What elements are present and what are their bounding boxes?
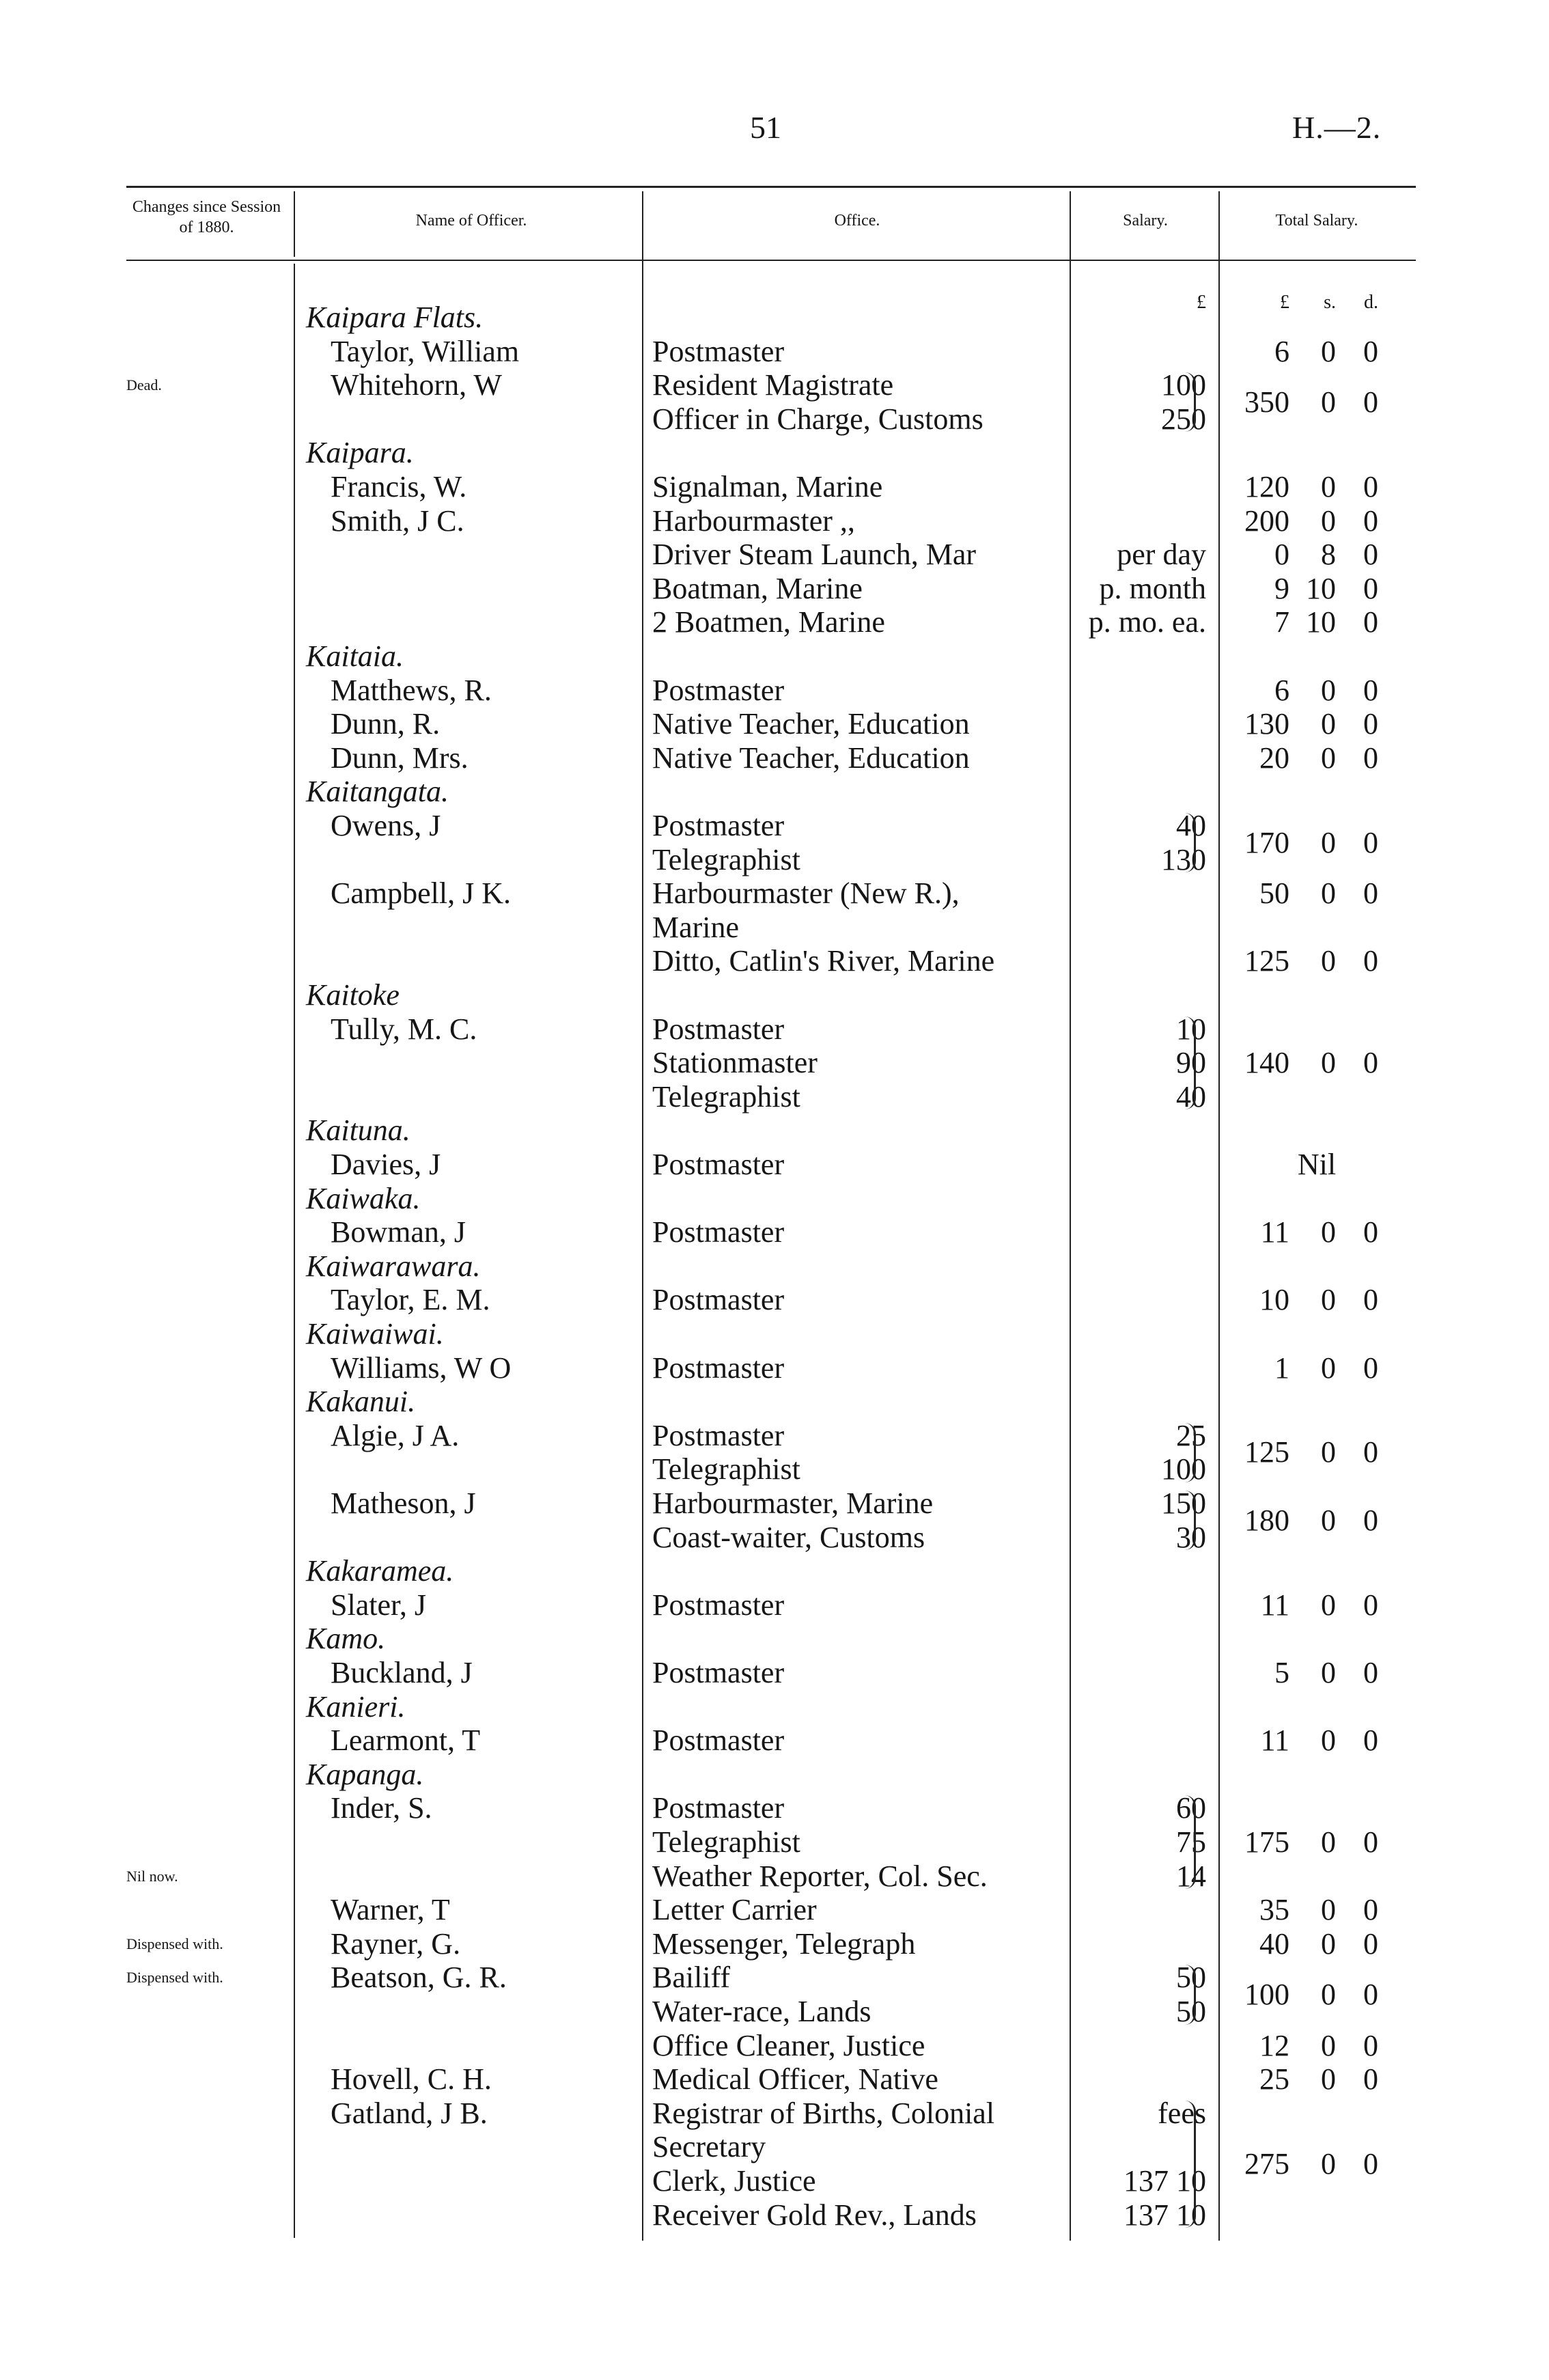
total-pounds: 180 (1244, 1503, 1289, 1537)
total-pence: 0 (1363, 1046, 1378, 1079)
change-note: Dispensed with. (126, 1935, 223, 1952)
total-pounds: 6 (1274, 334, 1289, 368)
group-total (0, 1046, 1549, 1080)
total-pence: 0 (1363, 673, 1378, 707)
office-title: Postmaster (652, 673, 785, 707)
office-title: Messenger, Telegraph (652, 1926, 916, 1961)
total-pence: 0 (1363, 2028, 1378, 2062)
total-pence: 0 (1363, 1588, 1378, 1622)
office-title: Postmaster (652, 1215, 785, 1249)
total-shillings: 0 (1321, 1503, 1336, 1537)
total-pounds: 50 (1259, 876, 1289, 911)
total-pence: 0 (1363, 1435, 1378, 1469)
office-title: Clerk, Justice (652, 2164, 816, 2198)
table-row (0, 538, 1549, 572)
office-title: Postmaster (652, 1351, 785, 1385)
salary-amount: p. mo. ea. (1088, 605, 1206, 639)
salary-amount: 40 (1176, 1079, 1206, 1113)
table-row (0, 605, 1549, 639)
office-title: Postmaster (652, 1283, 785, 1317)
total-shillings: 0 (1321, 1283, 1336, 1317)
header-salary: Salary. (1123, 212, 1168, 230)
total-pounds: 350 (1244, 385, 1289, 419)
salary-amount: 60 (1176, 1791, 1206, 1825)
table-row (0, 1113, 1549, 1148)
total-shillings: 10 (1306, 571, 1336, 605)
table-row (0, 674, 1549, 708)
salary-amount: 75 (1176, 1825, 1206, 1859)
total-pence: 0 (1363, 2062, 1378, 2097)
table-row (0, 2198, 1549, 2232)
place-heading: Kaipara. (306, 436, 414, 470)
table-row (0, 876, 1549, 911)
officer-name: Taylor, William (331, 334, 520, 368)
total-shillings: 0 (1321, 1215, 1336, 1249)
office-title: Native Teacher, Education (652, 707, 970, 741)
office-title: Coast-waiter, Customs (652, 1520, 925, 1554)
table-row (0, 978, 1549, 1012)
total-pounds: 170 (1244, 825, 1289, 859)
total-pence: 0 (1363, 1215, 1378, 1249)
officer-name: Owens, J (331, 809, 441, 842)
office-title: Postmaster (652, 1588, 785, 1622)
place-heading: Kakaramea. (306, 1554, 454, 1588)
total-shillings: 0 (1321, 707, 1336, 741)
total-shillings: 0 (1321, 2147, 1336, 2181)
table-row (0, 1588, 1549, 1622)
table-row (0, 1859, 1549, 1894)
table-row (0, 1724, 1549, 1758)
total-shillings: 0 (1321, 825, 1336, 859)
salary-amount: per day (1117, 538, 1206, 572)
total-pence: 0 (1363, 944, 1378, 978)
total-pounds: 100 (1244, 1978, 1289, 2011)
officer-name: Inder, S. (331, 1791, 432, 1825)
total-pounds: 12 (1259, 2028, 1289, 2062)
office-title: Postmaster (652, 1148, 785, 1181)
salary-amount: 30 (1176, 1520, 1206, 1554)
table-row (0, 436, 1549, 470)
office-title: Harbourmaster, Marine (652, 1486, 934, 1520)
total-pounds: 10 (1259, 1283, 1289, 1317)
place-heading: Kaipara Flats. (306, 301, 484, 334)
table-row (0, 1351, 1549, 1385)
total-shillings: 0 (1321, 741, 1336, 775)
officer-name: Whitehorn, W (331, 368, 502, 402)
group-total (0, 1978, 1549, 2012)
officer-name: Dunn, Mrs. (331, 741, 469, 775)
office-title: Harbourmaster (New R.), (652, 876, 960, 911)
officer-name: Learmont, T (331, 1724, 481, 1758)
divider-changes-name (294, 191, 295, 257)
salary-amount: 50 (1176, 1995, 1206, 2028)
total-shillings: 0 (1321, 944, 1336, 978)
total-pounds: 11 (1260, 1724, 1289, 1758)
office-title: Registrar of Births, Colonial (652, 2096, 995, 2130)
group-total (0, 385, 1549, 419)
table-row (0, 911, 1549, 945)
officer-name: Bowman, J (331, 1215, 466, 1249)
table-row (0, 572, 1549, 606)
total-pence: 0 (1363, 1978, 1378, 2011)
table-row (0, 1283, 1549, 1317)
table-row (0, 944, 1549, 978)
table-row (0, 1622, 1549, 1656)
total-shillings: 0 (1321, 503, 1336, 538)
salary-amount: 90 (1176, 1046, 1206, 1080)
total-pence: 0 (1363, 571, 1378, 605)
group-total (0, 2147, 1549, 2181)
office-title: Boatman, Marine (652, 571, 863, 605)
officer-name: Hovell, C. H. (331, 2062, 492, 2097)
total-pence: 0 (1363, 334, 1378, 368)
officer-name: Beatson, G. R. (331, 1961, 507, 1995)
office-title: Receiver Gold Rev., Lands (652, 2198, 977, 2232)
officer-name: Rayner, G. (331, 1926, 461, 1961)
office-title: Postmaster (652, 1012, 785, 1046)
total-pounds: 6 (1274, 673, 1289, 707)
salary-amount: 14 (1176, 1859, 1206, 1893)
salary-amount: fees (1158, 2096, 1206, 2130)
office-title: Weather Reporter, Col. Sec. (652, 1859, 988, 1893)
header-top-rule (126, 186, 1416, 188)
office-title: Telegraphist (652, 1452, 800, 1486)
total-pounds: 1 (1274, 1351, 1289, 1385)
change-note: Dispensed with. (126, 1969, 223, 1987)
place-heading: Kaitaia. (306, 639, 404, 673)
table-row (0, 1080, 1549, 1114)
officer-name: Taylor, E. M. (331, 1283, 490, 1317)
total-pounds: 125 (1244, 944, 1289, 978)
total-pence: 0 (1363, 825, 1378, 859)
salary-amount: p. month (1099, 571, 1206, 605)
total-pounds: 20 (1259, 741, 1289, 775)
total-shillings: 0 (1321, 673, 1336, 707)
group-total (0, 1504, 1549, 1538)
office-title: Native Teacher, Education (652, 741, 970, 775)
officer-name: Williams, W O (331, 1351, 512, 1385)
total-shillings: 0 (1321, 1351, 1336, 1385)
office-title: Postmaster (652, 1724, 785, 1758)
group-total (0, 1825, 1549, 1859)
total-pounds: 200 (1244, 503, 1289, 538)
table-row (0, 2029, 1549, 2063)
total-pounds: 11 (1260, 1588, 1289, 1622)
table-row (0, 1656, 1549, 1690)
table-row (0, 639, 1549, 674)
table-row (0, 1385, 1549, 1419)
salary-amount: 25 (1176, 1418, 1206, 1452)
office-title: Telegraphist (652, 1079, 800, 1113)
total-pence: 0 (1363, 1926, 1378, 1961)
table-row (0, 707, 1549, 741)
total-pounds: 120 (1244, 470, 1289, 503)
total-pounds: 25 (1259, 2062, 1289, 2097)
total-pence: 0 (1363, 538, 1378, 572)
salary-amount: 100 (1161, 1452, 1206, 1486)
place-heading: Kanieri. (306, 1689, 406, 1724)
total-shillings: 0 (1321, 1825, 1336, 1859)
office-title: Office Cleaner, Justice (652, 2028, 925, 2062)
table-row (0, 2097, 1549, 2131)
salary-amount: 150 (1161, 1486, 1206, 1520)
total-shillings: 0 (1321, 1893, 1336, 1927)
total-shillings: 10 (1306, 605, 1336, 639)
place-heading: Kaitangata. (306, 775, 449, 809)
place-heading: Kamo. (306, 1622, 386, 1656)
change-note: Dead. (126, 376, 162, 394)
pounds-unit: £ (1280, 292, 1289, 313)
officer-name: Buckland, J (331, 1656, 473, 1689)
table-row (0, 1148, 1549, 1182)
pence-unit: d. (1364, 292, 1378, 313)
office-title: Driver Steam Launch, Mar (652, 538, 977, 572)
total-pounds: 35 (1259, 1893, 1289, 1927)
table-row (0, 1893, 1549, 1927)
office-title: Medical Officer, Native (652, 2062, 938, 2097)
total-pounds: 275 (1244, 2147, 1289, 2181)
table-row (0, 1317, 1549, 1351)
total-shillings: 0 (1321, 1588, 1336, 1622)
table-row (0, 1554, 1549, 1588)
salary-amount: 10 (1176, 1012, 1206, 1046)
change-note: Nil now. (126, 1867, 178, 1885)
document-reference: H.—2. (1292, 110, 1382, 145)
officer-name: Campbell, J K. (331, 876, 511, 911)
office-title: Marine (652, 910, 740, 944)
total-pence: 0 (1363, 1283, 1378, 1317)
total-shillings: 0 (1321, 1724, 1336, 1758)
total-shillings: 0 (1321, 2028, 1336, 2062)
table-row (0, 1012, 1549, 1047)
office-title: Telegraphist (652, 1825, 800, 1859)
total-pounds: 5 (1274, 1656, 1289, 1689)
shillings-unit: s. (1324, 292, 1336, 313)
table-row (0, 741, 1549, 775)
office-title: Postmaster (652, 809, 785, 842)
total-nil: Nil (1297, 1148, 1337, 1181)
total-pence: 0 (1363, 876, 1378, 911)
officer-name: Gatland, J B. (331, 2096, 488, 2130)
office-title: Officer in Charge, Customs (652, 402, 983, 436)
total-pence: 0 (1363, 503, 1378, 538)
total-shillings: 0 (1321, 1978, 1336, 2011)
table-row (0, 504, 1549, 538)
table-row (0, 1690, 1549, 1724)
salary-amount: 130 (1161, 842, 1206, 876)
officer-name: Dunn, R. (331, 707, 441, 741)
total-shillings: 0 (1321, 385, 1336, 419)
total-shillings: 0 (1321, 1435, 1336, 1469)
total-shillings: 0 (1321, 1926, 1336, 1961)
table-row (0, 1791, 1549, 1825)
officer-name: Tully, M. C. (331, 1012, 477, 1046)
salary-amount: 250 (1161, 402, 1206, 436)
place-heading: Kaiwarawara. (306, 1249, 481, 1283)
table-row (0, 1249, 1549, 1284)
total-shillings: 0 (1321, 1046, 1336, 1079)
table-row (0, 1215, 1549, 1249)
office-title: Postmaster (652, 1418, 785, 1452)
total-pence: 0 (1363, 2147, 1378, 2181)
total-pence: 0 (1363, 605, 1378, 639)
place-heading: Kapanga. (306, 1757, 424, 1791)
total-pence: 0 (1363, 1825, 1378, 1859)
office-title: Telegraphist (652, 842, 800, 876)
page-number: 51 (750, 110, 781, 145)
office-title: Letter Carrier (652, 1893, 817, 1927)
total-shillings: 0 (1321, 334, 1336, 368)
total-pence: 0 (1363, 1503, 1378, 1537)
place-heading: Kaitoke (306, 978, 400, 1012)
total-pence: 0 (1363, 741, 1378, 775)
total-pence: 0 (1363, 707, 1378, 741)
table-row (0, 301, 1549, 335)
salary-amount: 100 (1161, 368, 1206, 402)
salary-amount: 137 10 (1124, 2198, 1206, 2232)
total-pence: 0 (1363, 1724, 1378, 1758)
salary-amount: 50 (1176, 1961, 1206, 1995)
place-heading: Kaiwaka. (306, 1181, 421, 1215)
total-pounds: 40 (1259, 1926, 1289, 1961)
office-title: Harbourmaster ,, (652, 503, 855, 538)
total-pounds: 7 (1274, 605, 1289, 639)
header-office: Office. (834, 212, 880, 230)
office-title: Postmaster (652, 1791, 785, 1825)
total-pounds: 125 (1244, 1435, 1289, 1469)
officer-name: Davies, J (331, 1148, 441, 1181)
total-shillings: 0 (1321, 2062, 1336, 2097)
total-pounds: 130 (1244, 707, 1289, 741)
table-row (0, 335, 1549, 369)
table-row (0, 1182, 1549, 1216)
total-shillings: 0 (1321, 876, 1336, 911)
table-row (0, 470, 1549, 504)
office-title: Resident Magistrate (652, 368, 894, 402)
salary-amount: 137 10 (1124, 2164, 1206, 2198)
group-total (0, 1435, 1549, 1469)
table-row (0, 775, 1549, 809)
office-title: Secretary (652, 2130, 766, 2164)
header-bottom-rule (126, 260, 1416, 261)
place-heading: Kakanui. (306, 1385, 416, 1419)
officer-name: Smith, J C. (331, 503, 464, 538)
total-pence: 0 (1363, 470, 1378, 503)
salary-unit: £ (1197, 292, 1206, 313)
total-pence: 0 (1363, 1893, 1378, 1927)
office-title: Postmaster (652, 1656, 785, 1689)
officer-name: Francis, W. (331, 470, 467, 503)
total-pounds: 9 (1274, 571, 1289, 605)
total-pence: 0 (1363, 1656, 1378, 1689)
table-row (0, 2062, 1549, 2097)
total-pounds: 175 (1244, 1825, 1289, 1859)
salary-amount: 40 (1176, 809, 1206, 842)
officer-name: Algie, J A. (331, 1418, 460, 1452)
header-name: Name of Officer. (415, 212, 527, 230)
total-pence: 0 (1363, 1351, 1378, 1385)
office-title: Bailiff (652, 1961, 731, 1995)
header-total: Total Salary. (1275, 212, 1358, 230)
office-title: 2 Boatmen, Marine (652, 605, 885, 639)
table-row (0, 1927, 1549, 1961)
officer-name: Slater, J (331, 1588, 426, 1622)
total-shillings: 0 (1321, 1656, 1336, 1689)
group-total (0, 826, 1549, 860)
office-title: Postmaster (652, 334, 785, 368)
officer-name: Matheson, J (331, 1486, 476, 1520)
officer-name: Matthews, R. (331, 673, 492, 707)
total-pounds: 11 (1260, 1215, 1289, 1249)
total-pounds: 0 (1274, 538, 1289, 572)
total-shillings: 0 (1321, 470, 1336, 503)
office-title: Ditto, Catlin's River, Marine (652, 944, 995, 978)
office-title: Signalman, Marine (652, 470, 883, 503)
officer-name: Warner, T (331, 1893, 450, 1927)
office-title: Stationmaster (652, 1046, 818, 1080)
place-heading: Kaiwaiwai. (306, 1317, 444, 1351)
total-pence: 0 (1363, 385, 1378, 419)
total-pounds: 140 (1244, 1046, 1289, 1079)
header-changes: Changes since Session of 1880. (132, 198, 281, 236)
office-title: Water-race, Lands (652, 1995, 871, 2028)
table-row (0, 1758, 1549, 1792)
total-shillings: 8 (1321, 538, 1336, 572)
place-heading: Kaituna. (306, 1113, 410, 1148)
